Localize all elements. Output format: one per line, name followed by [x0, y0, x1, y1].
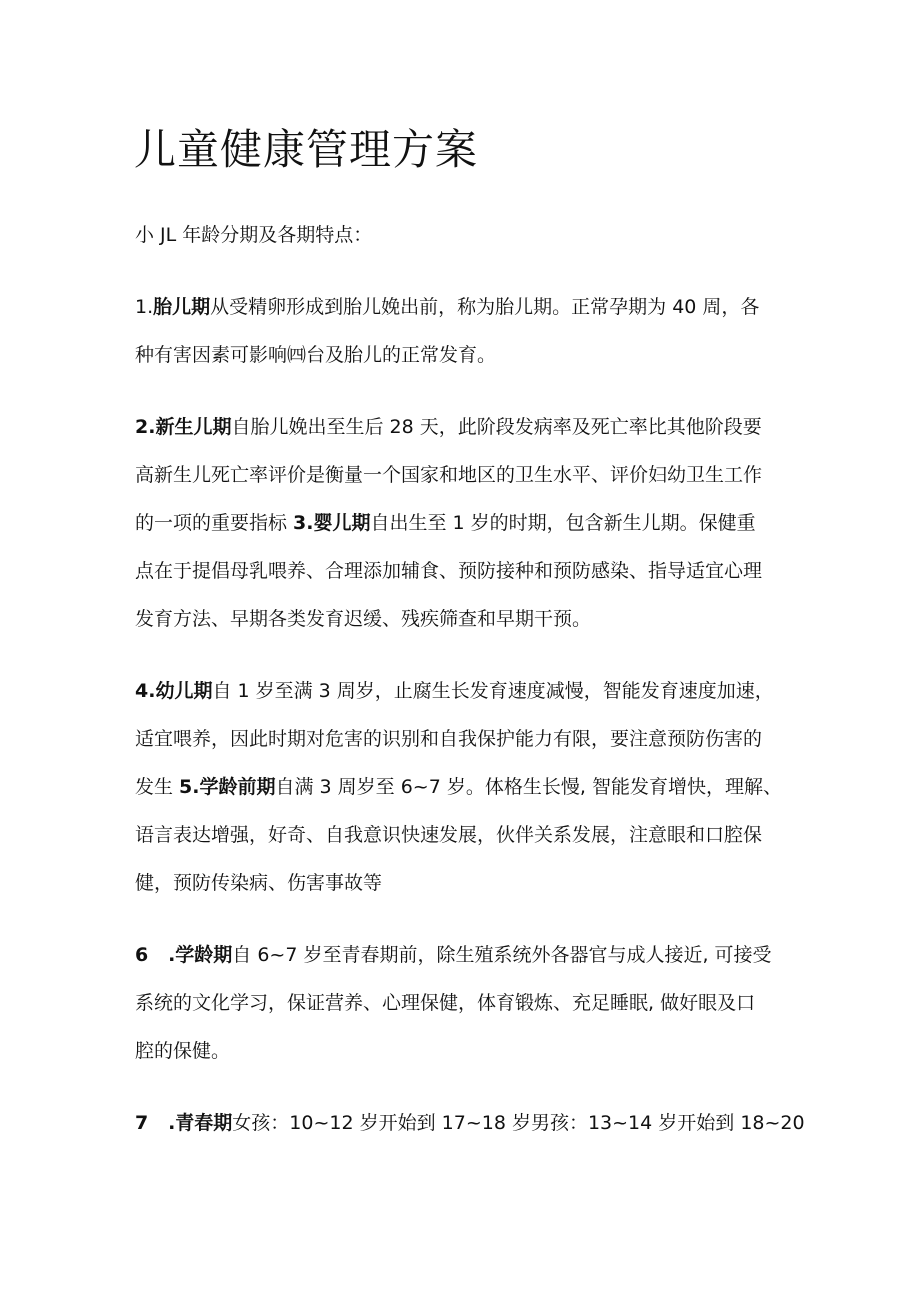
- section-7-text-1: 女孩：10~12 岁开始到 17~18 岁男孩：13~14 岁开始到 18~20: [232, 1112, 805, 1134]
- section-2-text-1: 自胎儿娩出至生后 28 天，此阶段发病率及死亡率比其他阶段要: [231, 416, 762, 438]
- section-6-term: .学龄期: [148, 944, 233, 966]
- section-5-line-3: 健，预防传染病、伤害事故等: [135, 872, 383, 894]
- section-3-line-3: 发育方法、早期各类发育迟缓、残疾筛查和早期干预。: [135, 608, 592, 630]
- section-1-term: 胎儿期: [153, 296, 211, 318]
- section-3-term: 婴儿期: [313, 512, 371, 534]
- section-4-line-1: [135, 678, 774, 704]
- section-6-text-1: 自 6~7 岁至青春期前，除生殖系统外各器官与成人接近, 可接受: [232, 944, 772, 966]
- section-4-text-1: 自 1 岁至满 3 周岁，止腐生长发育速度减慢，智能发育速度加速，: [212, 680, 774, 702]
- section-1-number: 1.: [135, 296, 154, 318]
- section-2-term: 新生儿期: [155, 416, 232, 438]
- section-5-number: 5.: [179, 776, 200, 798]
- section-6-number: 6: [135, 944, 149, 966]
- section-5-text-1: 自满 3 周岁至 6~7 岁。体格生长慢, 智能发育增快，理解、: [275, 776, 782, 798]
- section-4-line-3: [135, 774, 782, 800]
- section-3-line-2: 点在于提倡母乳喂养、合理添加辅食、预防接种和预防感染、指导适宜心理: [135, 560, 763, 582]
- section-4-text-3a: 发生: [135, 776, 180, 798]
- section-2-line-1: [135, 414, 762, 440]
- section-6-line-2: 系统的文化学习，保证营养、心理保健，体育锻炼、充足睡眠, 做好眼及口: [135, 992, 756, 1014]
- section-1-line-2: 种有害因素可影响㈣台及胎儿的正常发育。: [135, 344, 497, 366]
- section-2-text-3a: 的一项的重要指标: [135, 512, 294, 534]
- intro-line: 小 JL 年龄分期及各期特点：: [135, 224, 373, 246]
- section-6-line-1: [135, 942, 772, 968]
- section-3-text-1: 自出生至 1 岁的时期，包含新生儿期。保健重: [370, 512, 756, 534]
- section-3-number: 3.: [293, 512, 314, 534]
- section-5-term: 学龄前期: [199, 776, 276, 798]
- page-title: 儿童健康管理方案: [134, 125, 479, 174]
- section-5-line-2: 语言表达增强，好奇、自我意识快速发展，伙伴关系发展，注意眼和口腔保: [135, 824, 763, 846]
- section-7-line-1: [135, 1110, 805, 1136]
- section-4-line-2: 适宜喂养，因此时期对危害的识别和自我保护能力有限，要注意预防伤害的: [135, 728, 763, 750]
- section-2-line-3: [135, 510, 756, 536]
- section-7-number: 7: [135, 1112, 149, 1134]
- section-4-term: 4.幼儿期: [135, 680, 213, 702]
- section-7-term: .青春期: [148, 1112, 233, 1134]
- section-2-line-2: 高新生儿死亡率评价是衡量一个国家和地区的卫生水平、评价妇幼卫生工作: [135, 464, 763, 486]
- section-6-line-3: 腔的保健。: [135, 1040, 231, 1062]
- section-2-number: 2.: [135, 416, 156, 438]
- section-1-line-1: [135, 294, 759, 320]
- section-1-text-1: 从受精卵形成到胎儿娩出前，称为胎儿期。正常孕期为 40 周，各: [210, 296, 760, 318]
